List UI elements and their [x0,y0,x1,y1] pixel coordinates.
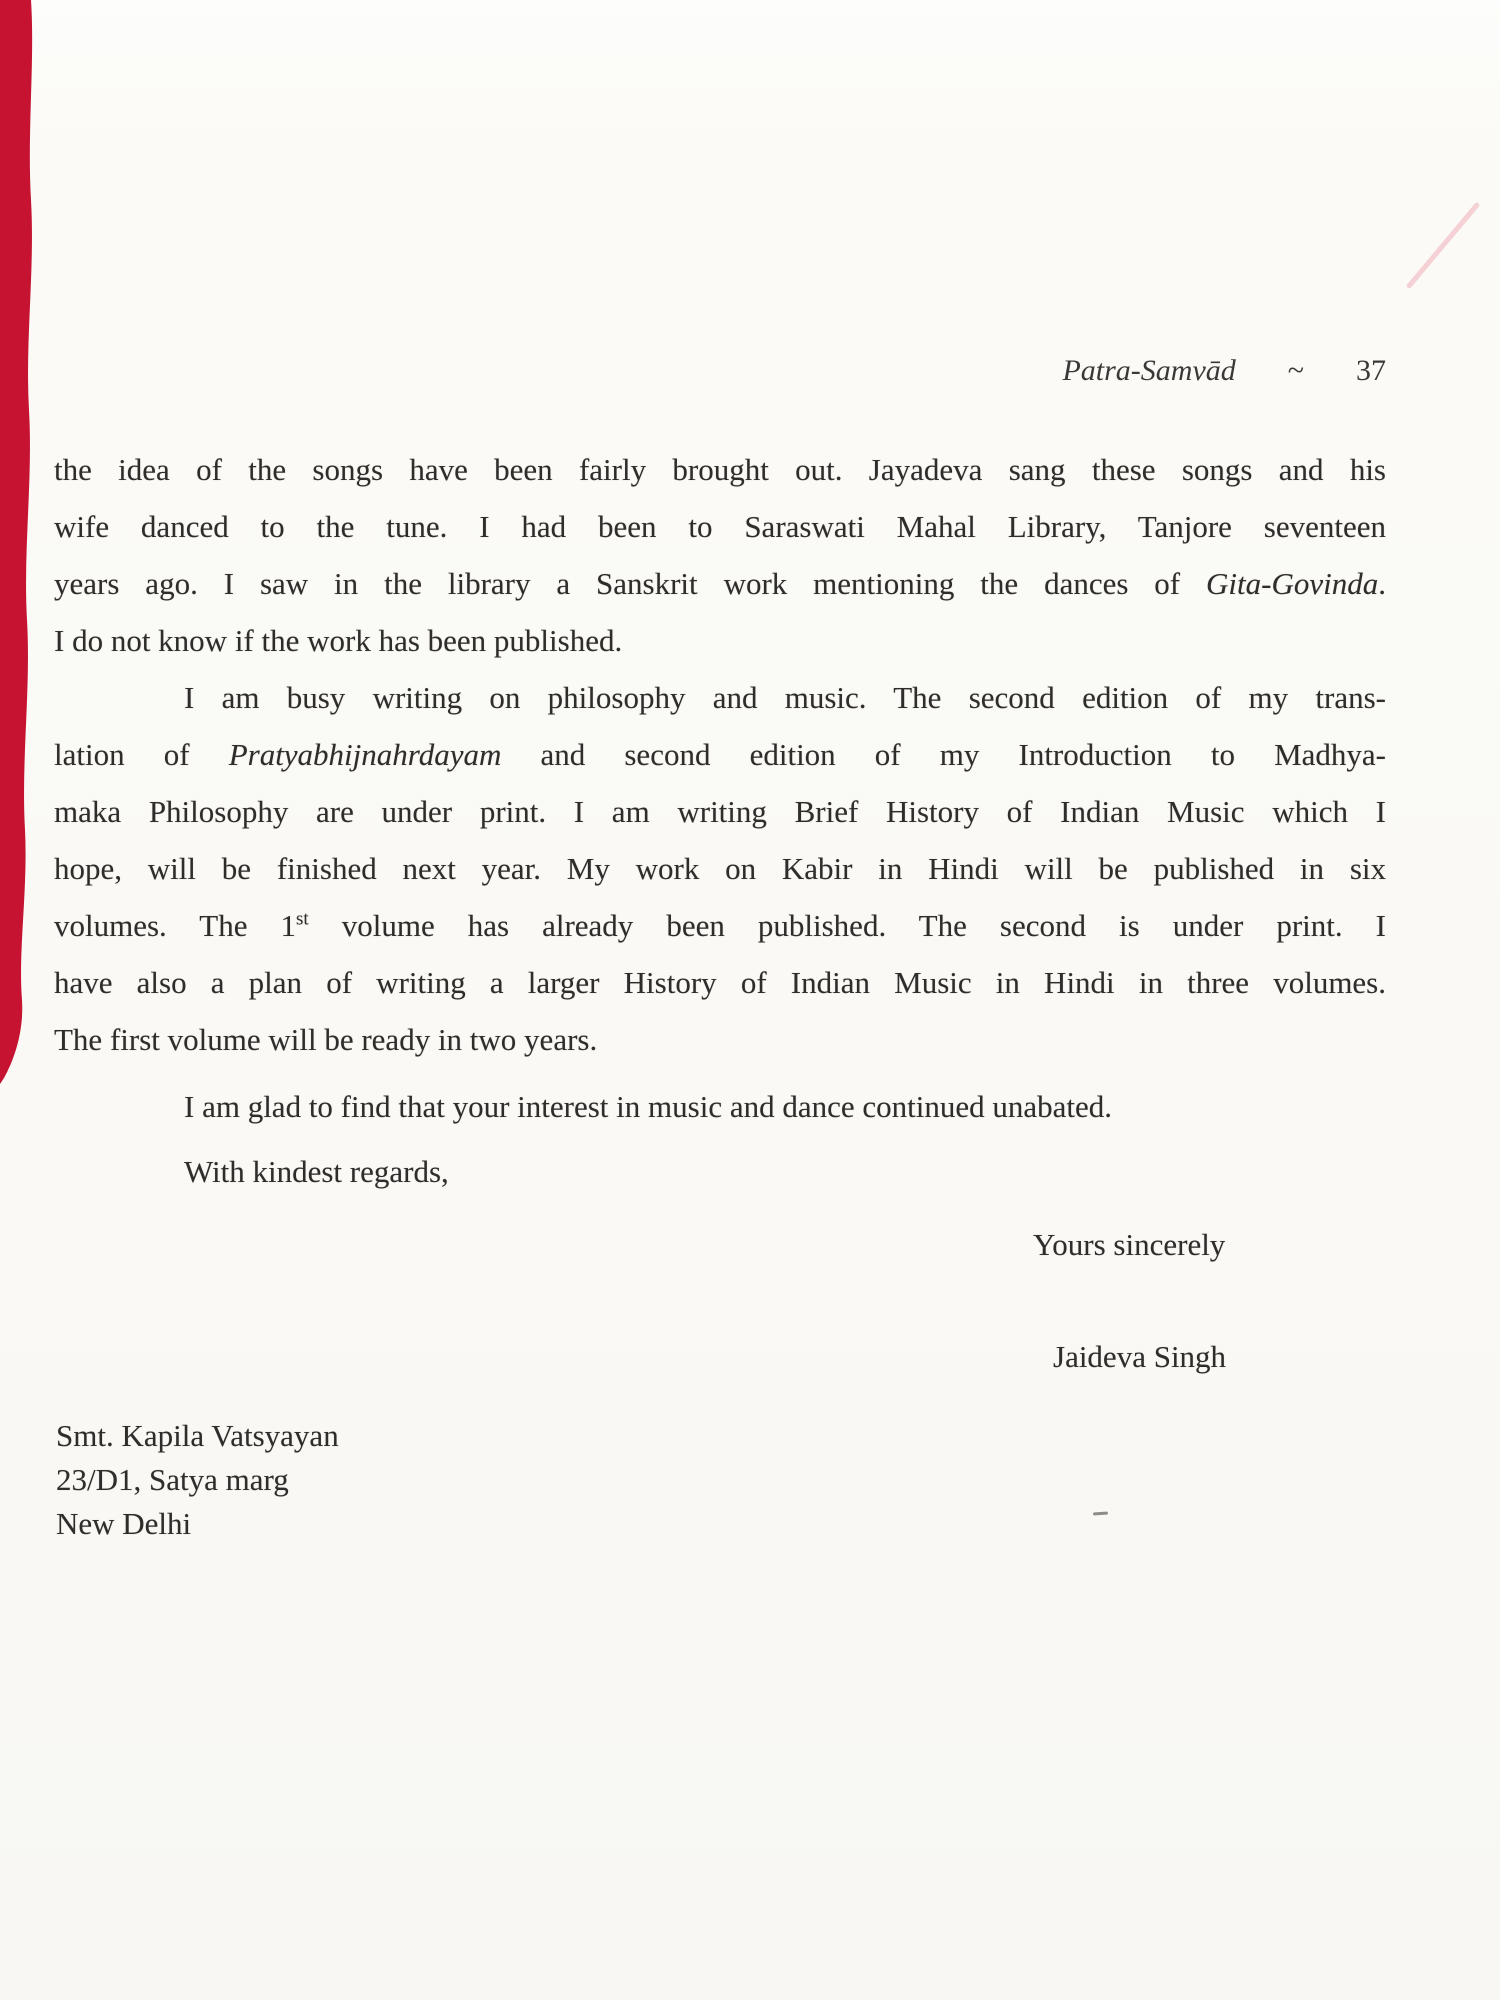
plain-text: I do not know if the work has been published. [54,623,623,658]
letter-line [54,897,1386,954]
scan-artifact-streak [1406,202,1481,289]
paragraph [54,669,1386,1068]
letter-line [54,441,1386,498]
addressee-name: Smt. Kapila Vatsyayan [56,1418,339,1453]
addressee-city: New Delhi [56,1506,192,1541]
plain-text: the idea of the songs have been fairly brought out. Jayadeva sang these songs and his [54,452,1386,487]
paragraph [54,1143,1386,1200]
plain-text: wife danced to the tune. I had been to Saraswati Mahal Library, Tanjore seventeen [54,509,1386,544]
letter-line [54,612,1386,669]
letter-line [54,726,1386,783]
addressee-street: 23/D1, Satya marg [56,1462,289,1497]
plain-text: volume has already been published. The second is under print. I [308,908,1386,943]
superscript-text: st [296,908,309,930]
red-strip-shape [0,0,32,1084]
letter-line [54,498,1386,555]
plain-text: lation of [54,737,229,772]
letter-line [54,840,1386,897]
plain-text: With kindest regards, [184,1154,449,1189]
plain-text: have also a plan of writing a larger History of Indian Music in Hindi in three volumes. [54,965,1386,1000]
letter-line [54,783,1386,840]
plain-text: The first volume will be ready in two years. [54,1022,598,1057]
page-header [54,350,1386,392]
scan-speck [1093,1511,1108,1515]
letter-line [54,669,1386,726]
letter-signature: Jaideva Singh [1053,1339,1227,1374]
letter-line [54,954,1386,1011]
plain-text: and second edition of my Introduction to Madhya- [501,737,1387,772]
letter-line [54,1143,1386,1200]
italic-text: Pratyabhijnahrdayam [228,737,502,772]
page-number: 37 [1356,354,1386,387]
plain-text: years ago. I saw in the library a Sanskrit work mentioning the dances of [54,566,1207,601]
paragraph [54,1078,1386,1135]
letter-line [54,1078,1386,1135]
plain-text: hope, will be finished next year. My work on Kabir in Hindi will be published in six [54,851,1386,886]
plain-text: maka Philosophy are under print. I am writing Brief History of Indian Music which I [54,794,1386,829]
letter-line [54,1011,1386,1068]
italic-text: Gita-Govinda [1206,566,1379,601]
addressee-block [56,1414,339,1546]
book-edge-red-strip [0,0,44,1100]
header-separator: ~ [1287,354,1304,387]
plain-text: I am glad to find that your interest in music and dance continued unabated. [184,1089,1113,1124]
plain-text: . [1378,566,1386,601]
letter-closing: Yours sincerely [1033,1227,1226,1262]
plain-text: volumes. The 1 [54,908,296,943]
letter-body [54,441,1386,1200]
paragraph [54,441,1386,669]
running-title: Patra-Samvād [1062,354,1236,387]
letter-line [54,555,1386,612]
plain-text: I am busy writing on philosophy and music. The second edition of my trans- [184,680,1386,715]
